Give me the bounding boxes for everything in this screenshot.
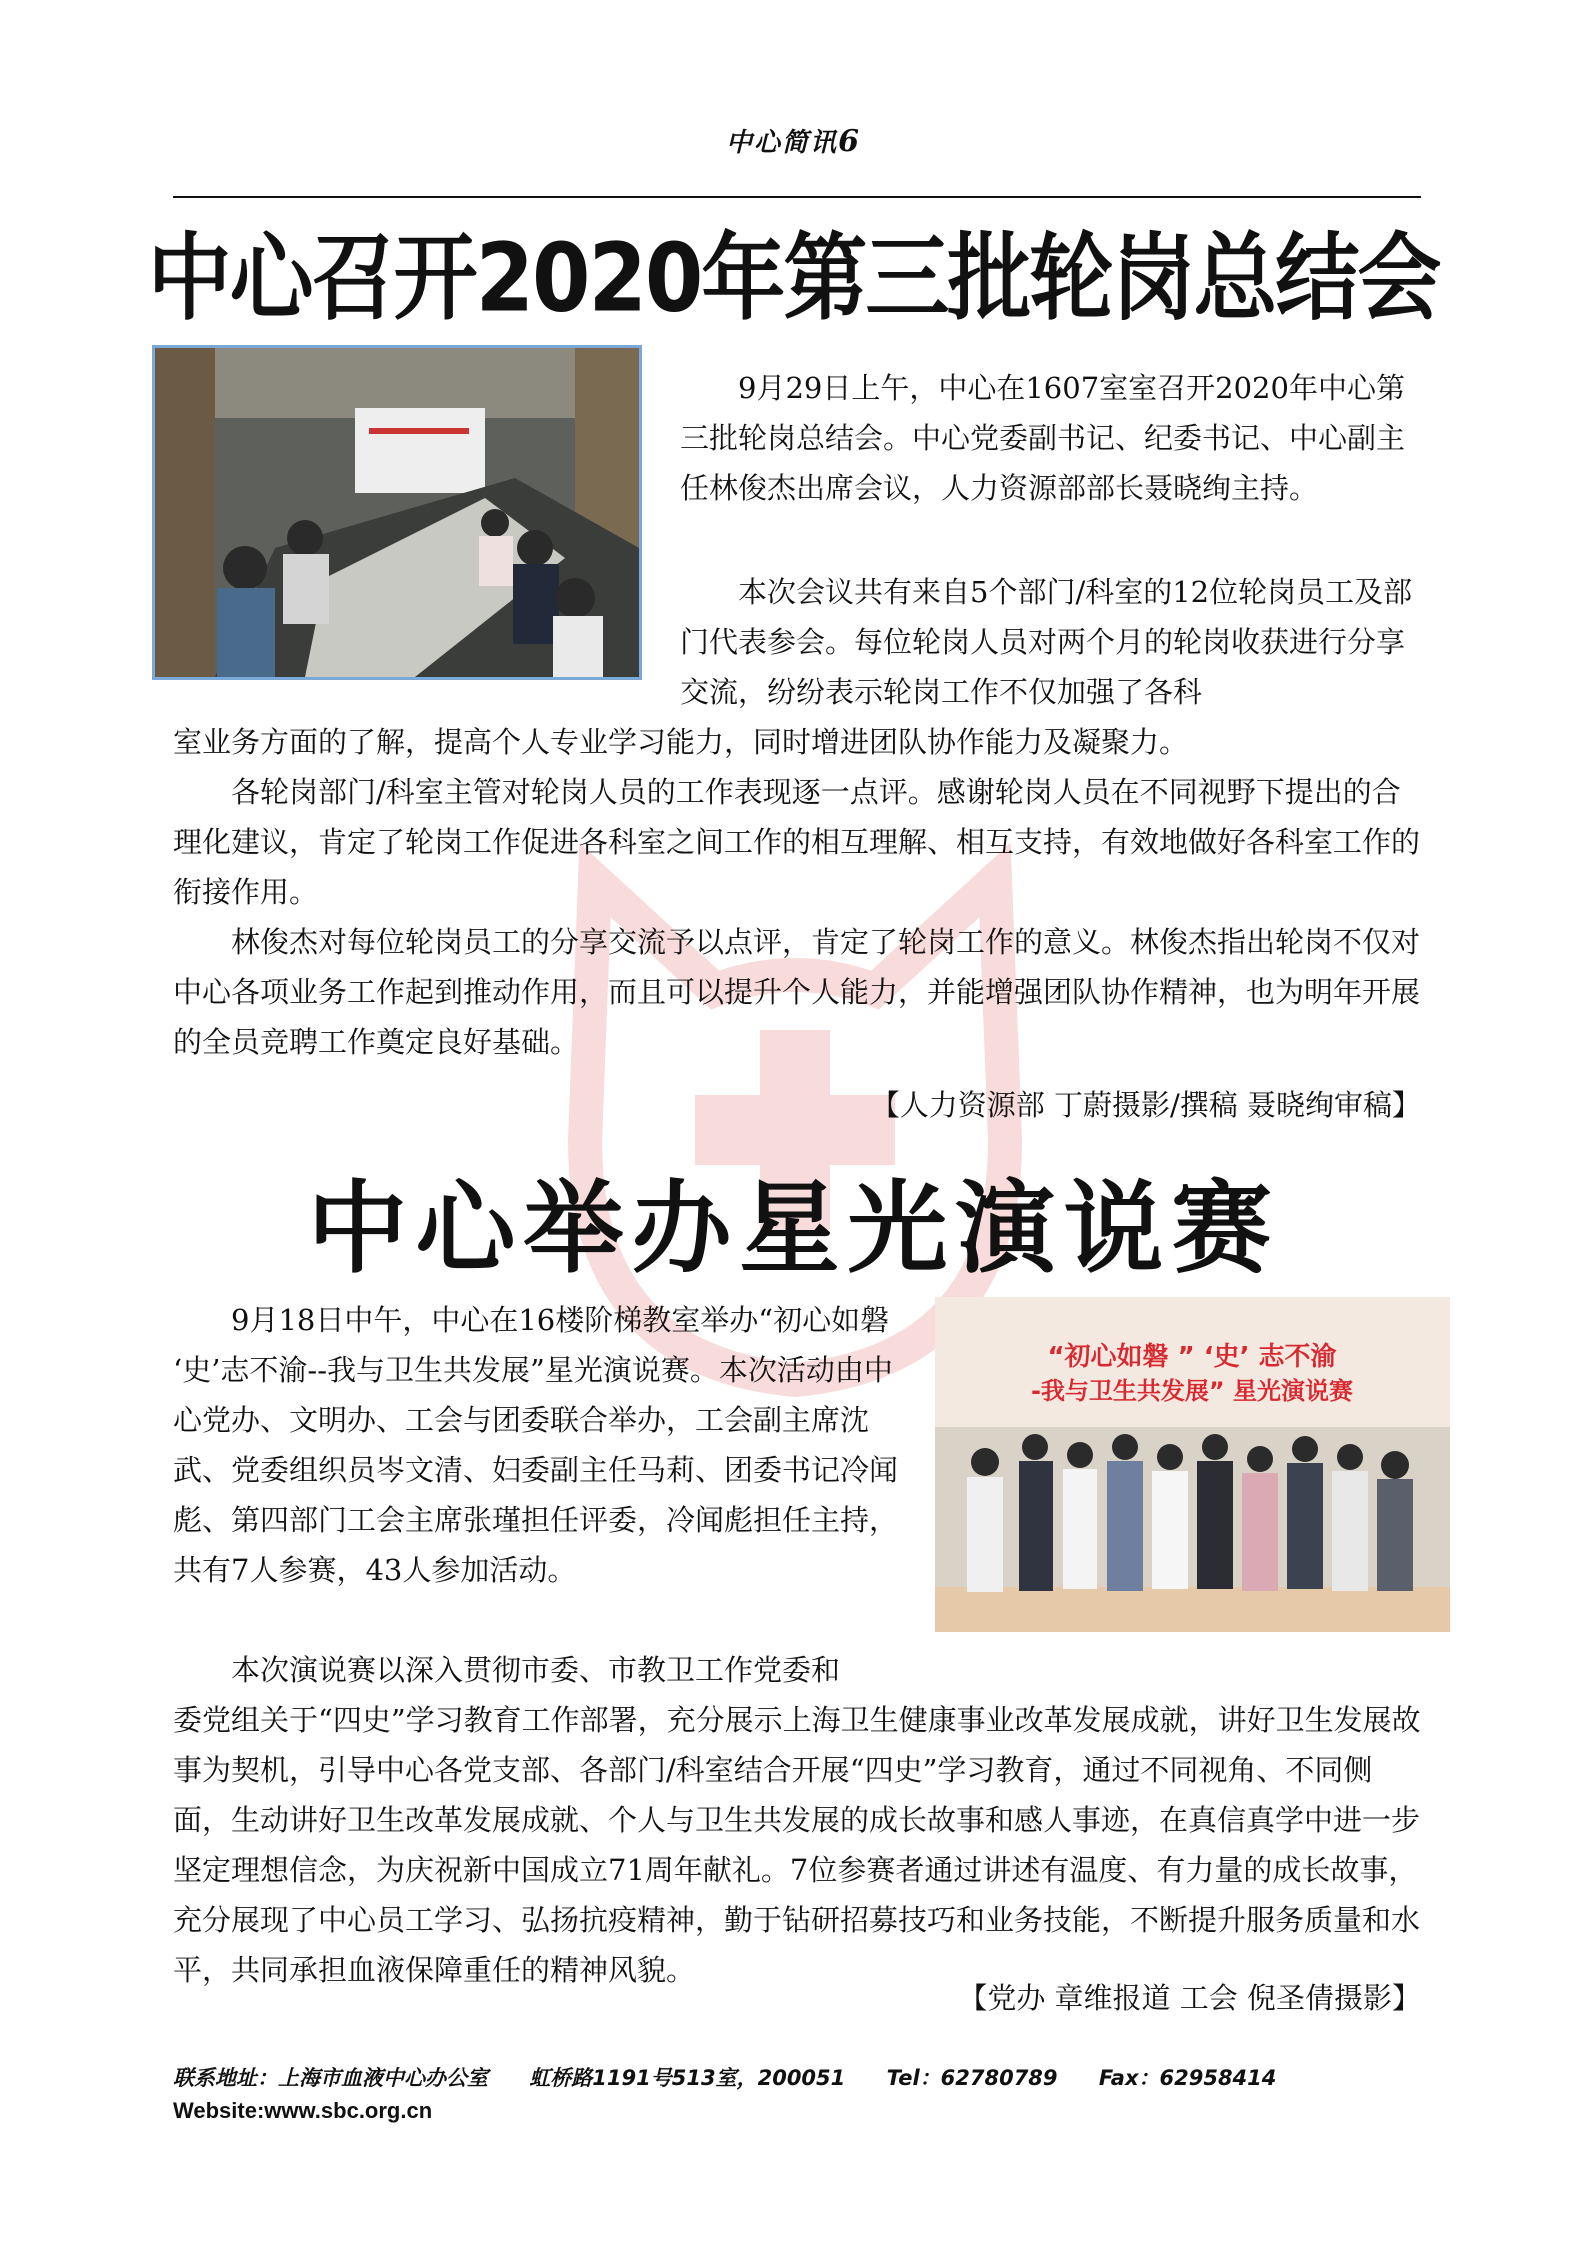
article1-title: 中心召开2020年第三批轮岗总结会	[147, 222, 1440, 333]
article1-p1-text: 9月29日上午，中心在1607室室召开2020年中心第三批轮岗总结会。中心党委副书记、纪委书记、中心副主任林俊杰出席会议，人力资源部部长聂晓绚主持。	[680, 371, 1406, 505]
banner-line1: “初心如磐 ” ‘史’ 志不渝	[1047, 1342, 1337, 1372]
article2-p1-text: 9月18日中午，中心在16楼阶梯教室举办“初心如磐 ‘史’志不渝--我与卫生共发展”星光演说赛。本次活动由中心党办、文明办、工会与团委联合举办，工会副主席沈武、党委组织员岑文清、妇委副主任马莉、团委书记冷闻彪、第四部门工会主席张瑾担任评委，冷闻彪担任主持，共有7人参赛，43人参加活动。	[173, 1303, 899, 1587]
contact-footer	[173, 2062, 1310, 2092]
article1-credit: 【人力资源部 丁蔚摄影/撰稿 聂晓绚审稿】	[870, 1088, 1421, 1122]
website-link[interactable]: Website:www.sbc.org.cn	[173, 2098, 433, 2123]
header-divider	[173, 196, 1421, 198]
meeting-room-image	[155, 348, 639, 677]
newsletter-name: 中心简讯	[726, 128, 839, 158]
contact-fax: Fax：62958414	[1098, 2066, 1277, 2090]
article1-paragraph2-right	[680, 567, 1420, 717]
group-photo-image	[935, 1297, 1450, 1632]
article1-p2-text: 本次会议共有来自5个部门/科室的12位轮岗员工及部门代表参会。每位轮岗人员对两个月的轮岗收获进行分享交流，纷纷表示轮岗工作不仅加强了各科	[680, 575, 1413, 709]
article2-paragraph1	[173, 1295, 913, 1595]
speech-contest-photo	[935, 1297, 1450, 1632]
article1-p2-continued: 室业务方面的了解，提高个人专业学习能力，同时增进团队协作能力及凝聚力。	[173, 725, 1189, 759]
article1-p3-text: 各轮岗部门/科室主管对轮岗人员的工作表现逐一点评。感谢轮岗人员在不同视野下提出的合理化建议，肯定了轮岗工作促进各科室之间工作的相互理解、相互支持，有效地做好各科室工作的衔接作用。	[173, 775, 1421, 909]
article2-p2-text: 本次演说赛以深入贯彻市委、市教卫工作党委和	[231, 1653, 841, 1687]
article1-body	[173, 717, 1421, 1067]
page-number: 6	[838, 124, 861, 159]
article1-p4-text: 林俊杰对每位轮岗员工的分享交流予以点评，肯定了轮岗工作的意义。林俊杰指出轮岗不仅对中心各项业务工作起到推动作用，而且可以提升个人能力，并能增强团队协作精神，也为明年开展的全员竞聘工作奠定良好基础。	[173, 925, 1421, 1059]
meeting-photo	[152, 345, 642, 680]
contact-road: 虹桥路1191号513室，200051	[529, 2066, 846, 2090]
article2-paragraph2-left	[173, 1645, 913, 1695]
article2-p2-continued: 委党组关于“四史”学习教育工作部署，充分展示上海卫生健康事业改革发展成就，讲好卫生发展故事为契机，引导中心各党支部、各部门/科室结合开展“四史”学习教育，通过不同视角、不同侧面，生动讲好卫生改革发展成就、个人与卫生共发展的成长故事和感人事迹，在真信真学中进一步坚定理想信念，为庆祝新中国成立71周年献礼。7位参赛者通过讲述有温度、有力量的成长故事，充分展现了中心员工学习、弘扬抗疫精神，勤于钻研招募技巧和业务技能，不断提升服务质量和水平，共同承担血液保障重任的精神风貌。	[173, 1703, 1421, 1987]
article2-credit: 【党办 章维报道 工会 倪圣倩摄影】	[958, 1981, 1421, 2015]
article2-body	[173, 1695, 1421, 1995]
article1-paragraph1	[680, 363, 1420, 513]
banner-line2: -我与卫生共发展” 星光演说赛	[1030, 1377, 1354, 1405]
contact-tel: Tel：62780789	[886, 2066, 1058, 2090]
newsletter-header	[0, 122, 1587, 159]
contact-address: 联系地址：上海市血液中心办公室	[173, 2066, 488, 2090]
article2-title: 中心举办星光演说赛	[307, 1170, 1280, 1287]
